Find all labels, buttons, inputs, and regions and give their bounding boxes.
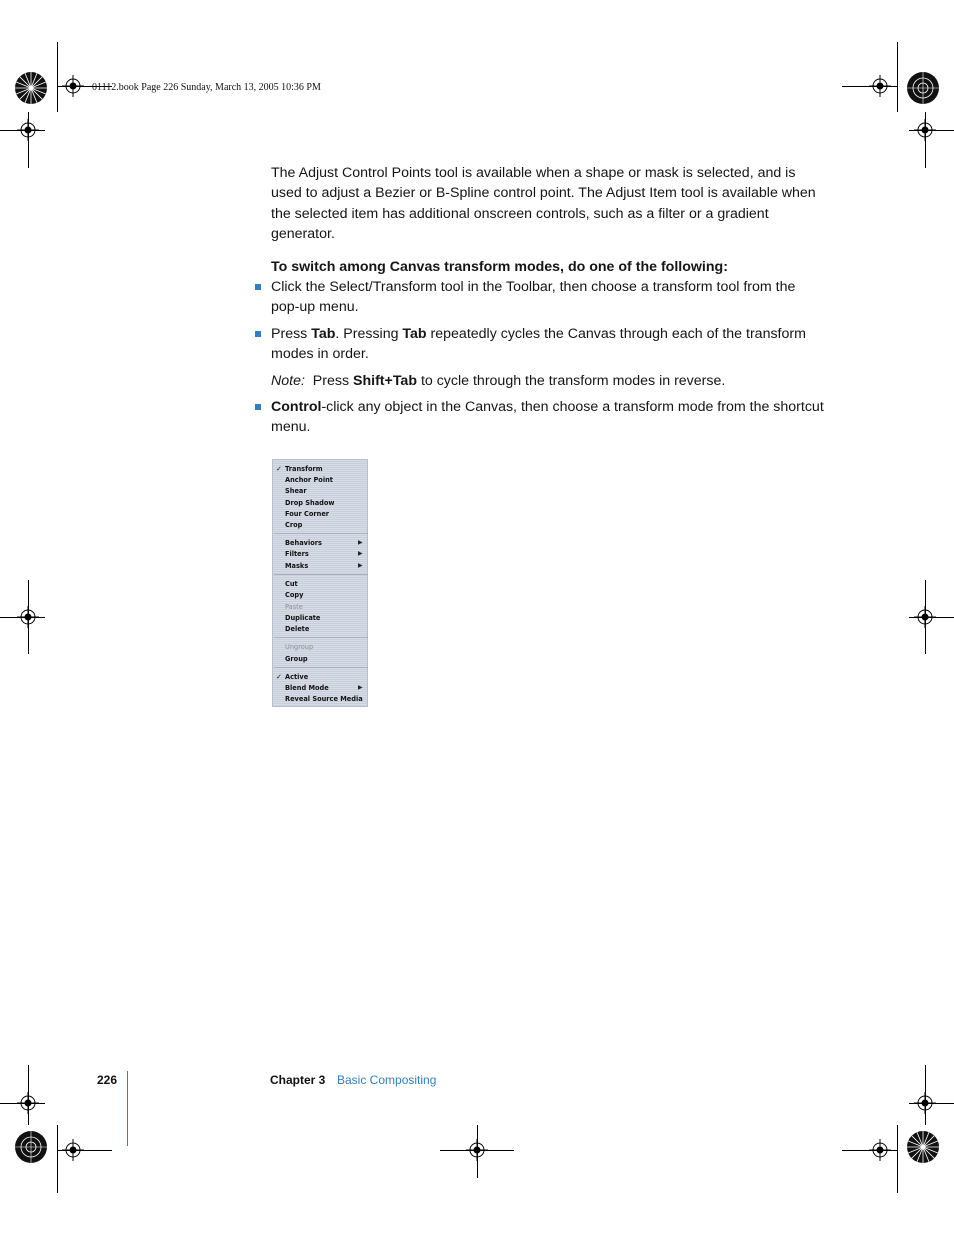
registration-target-icon: [17, 119, 39, 141]
page-number: 226: [97, 1073, 118, 1087]
bullet-item-1: Click the Select/Transform tool in the Toolbar, then choose a transform tool from the pop-up menu.: [271, 279, 796, 316]
submenu-arrow-icon: ▶: [358, 539, 363, 546]
text-run: . Pressing: [335, 326, 403, 342]
menu-item-blend-mode[interactable]: Blend Mode: [285, 684, 329, 692]
bullet-marker: [255, 331, 261, 337]
text-run: Press: [271, 326, 312, 342]
menu-item-filters[interactable]: Filters: [285, 550, 309, 558]
submenu-arrow-icon: ▶: [358, 684, 363, 691]
registration-target-icon: [869, 75, 891, 97]
note-paragraph: [271, 371, 827, 391]
checkmark-icon: ✓: [276, 465, 282, 473]
menu-separator: [274, 637, 368, 638]
key-tab: Tab: [311, 326, 336, 342]
registration-target-icon: [914, 119, 936, 141]
star-target-icon: [14, 71, 48, 105]
registration-target-icon: [62, 75, 84, 97]
menu-separator: [274, 533, 368, 534]
footer-divider: [127, 1071, 128, 1146]
menu-item-shear[interactable]: Shear: [285, 487, 307, 495]
star-target-icon: [14, 1130, 48, 1164]
menu-item-four-corner[interactable]: Four Corner: [285, 510, 330, 518]
chapter-title: Basic Compositing: [337, 1073, 437, 1087]
chapter-label: Chapter 3: [270, 1073, 326, 1087]
menu-item-cut[interactable]: Cut: [285, 580, 298, 588]
registration-target-icon: [17, 606, 39, 628]
key-shift-tab: Shift+Tab: [353, 373, 417, 389]
bullet-marker: [255, 404, 261, 410]
text-run: -click any object in the Canvas, then choose a transform mode from the shortcut menu.: [271, 399, 824, 436]
menu-item-anchor-point[interactable]: Anchor Point: [285, 476, 333, 484]
crop-line: [897, 1125, 898, 1193]
registration-target-icon: [914, 1092, 936, 1114]
menu-item-transform[interactable]: Transform: [285, 465, 323, 473]
text-run: Press: [304, 373, 354, 389]
checkmark-icon: ✓: [276, 673, 282, 681]
menu-item-reveal-source-media[interactable]: Reveal Source Media: [285, 695, 363, 703]
menu-separator: [274, 667, 368, 668]
menu-item-delete[interactable]: Delete: [285, 625, 310, 633]
registration-target-icon: [914, 606, 936, 628]
text-run: to cycle through the transform modes in reverse.: [417, 373, 726, 389]
submenu-arrow-icon: ▶: [358, 550, 363, 557]
note-label: Note:: [271, 373, 305, 389]
bullet-item-2: [271, 324, 827, 365]
menu-item-crop[interactable]: Crop: [285, 521, 303, 529]
menu-item-ungroup: Ungroup: [285, 643, 314, 651]
registration-target-icon: [62, 1139, 84, 1161]
shortcut-menu: [272, 459, 368, 707]
menu-item-drop-shadow[interactable]: Drop Shadow: [285, 499, 335, 507]
submenu-arrow-icon: ▶: [358, 562, 363, 569]
procedure-heading: To switch among Canvas transform modes, do one of the following:: [271, 259, 728, 275]
star-target-icon: [906, 71, 940, 105]
bullet-item-3: [271, 397, 827, 438]
registration-target-icon: [869, 1139, 891, 1161]
bullet-marker: [255, 284, 261, 290]
star-target-icon: [906, 1130, 940, 1164]
registration-target-icon: [17, 1092, 39, 1114]
crop-line: [897, 42, 898, 112]
menu-item-paste: Paste: [285, 603, 303, 611]
menu-item-group[interactable]: Group: [285, 655, 308, 663]
menu-item-copy[interactable]: Copy: [285, 591, 304, 599]
crop-line: [57, 42, 58, 112]
menu-item-masks[interactable]: Masks: [285, 562, 309, 570]
intro-paragraph: The Adjust Control Points tool is available when a shape or mask is selected, and is used to adjust a Bezier or B-Spline control point. The Adjust Item tool is available when the selected item has additional onscreen controls, such as a filter or a gradient generator.: [271, 165, 816, 242]
key-tab: Tab: [402, 326, 427, 342]
crop-line: [57, 1125, 58, 1193]
menu-item-behaviors[interactable]: Behaviors: [285, 539, 322, 547]
print-slug: 01112.book Page 226 Sunday, March 13, 2005 10:36 PM: [92, 82, 321, 93]
key-control: Control: [271, 399, 322, 415]
menu-item-active[interactable]: Active: [285, 673, 309, 681]
menu-separator: [274, 574, 368, 575]
text-run: repeatedly cycles the Canvas through each of the transform modes in order.: [271, 326, 806, 363]
menu-item-duplicate[interactable]: Duplicate: [285, 614, 321, 622]
registration-target-icon: [466, 1139, 488, 1161]
